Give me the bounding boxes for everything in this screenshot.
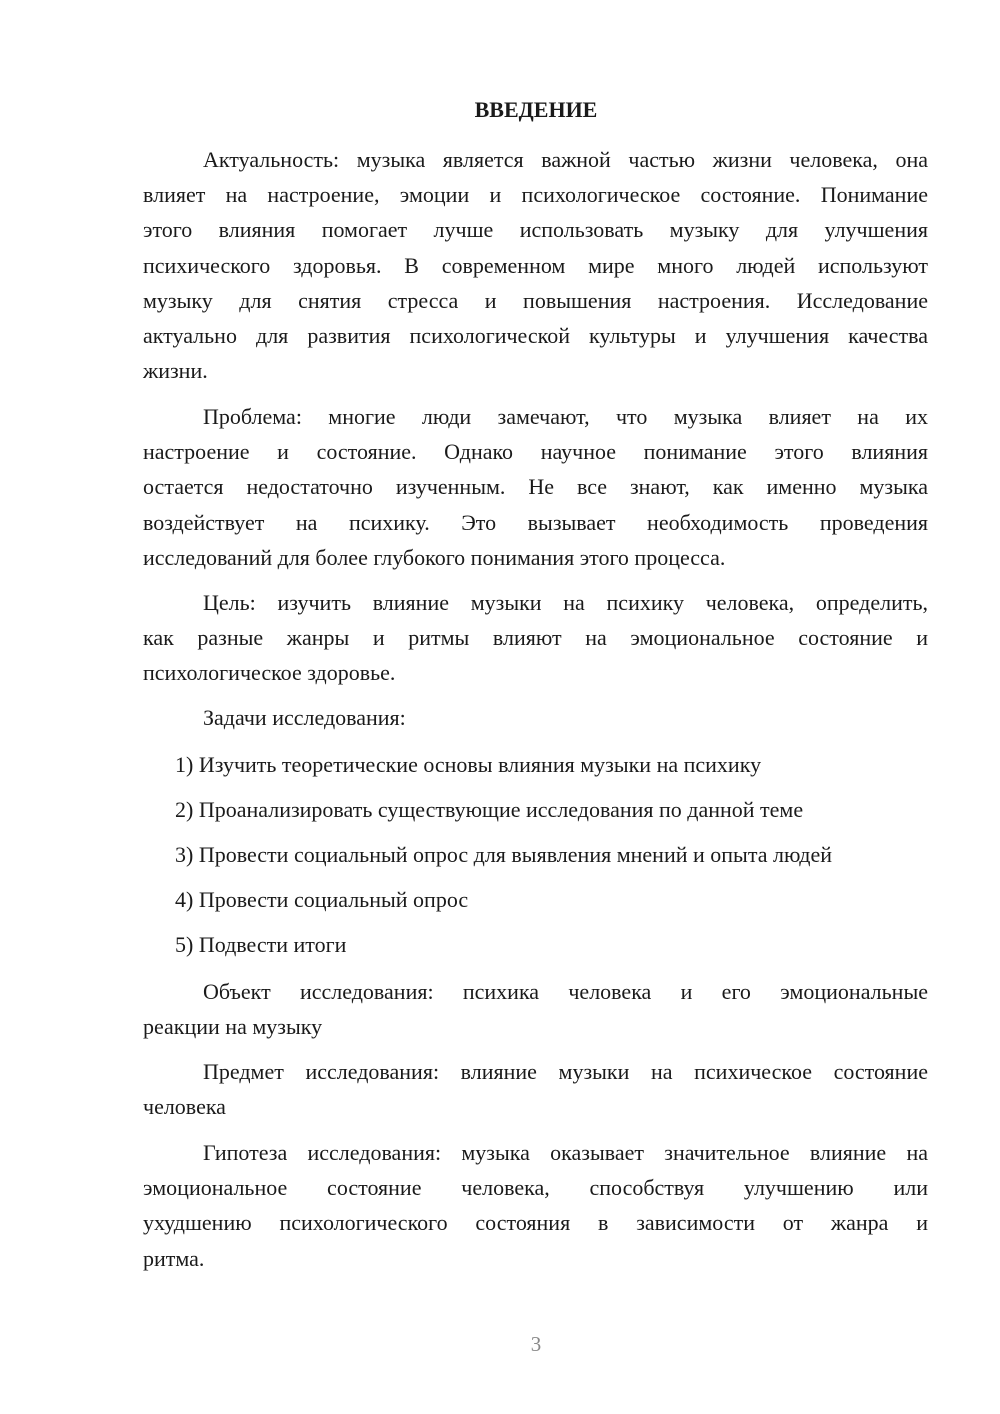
tasks-heading (143, 700, 928, 735)
paragraph-goal (143, 585, 928, 691)
paragraph-problem (143, 399, 928, 575)
text-line: психологическое здоровье. (143, 660, 396, 686)
text-line: жизни. (143, 358, 208, 384)
text-line: человека (143, 1094, 226, 1120)
text-line: Гипотеза исследования: музыка оказывает значительное влияние на (203, 1140, 928, 1165)
paragraph-subject (143, 1054, 928, 1124)
text-line: эмоциональное состояние человека, способствуя улучшению или (143, 1175, 928, 1201)
text-line: исследований для более глубокого понимания этого процесса. (143, 544, 726, 570)
text-line: ухудшению психологического состояния в зависимости от жанра и (143, 1210, 928, 1236)
task-item: 5) Подвести итоги (175, 932, 347, 957)
text-line: как разные жанры и ритмы влияют на эмоциональное состояние и (143, 625, 928, 651)
task-item: 1) Изучить теоретические основы влияния музыки на психику (175, 752, 762, 777)
text-line: психического здоровья. В современном мире много людей используют (143, 252, 928, 278)
text-line: этого влияния помогает лучше использовать музыку для улучшения (143, 217, 928, 243)
text-line: Актуальность: музыка является важной частью жизни человека, она (203, 147, 928, 172)
text-line: Предмет исследования: влияние музыки на психическое состояние (203, 1059, 928, 1084)
text-line: Объект исследования: психика человека и его эмоциональные (203, 979, 928, 1004)
text-line: реакции на музыку (143, 1014, 323, 1040)
paragraph-object (143, 974, 928, 1044)
text-line: актуально для развития психологической культуры и улучшения качества (143, 322, 928, 348)
text-line: Задачи исследования: (203, 705, 406, 730)
text-line: Цель: изучить влияние музыки на психику человека, определить, (203, 590, 928, 615)
text-line: остается недостаточно изученным. Не все знают, как именно музыка (143, 474, 928, 500)
task-item: 4) Провести социальный опрос (175, 887, 469, 912)
page-number: 3 (530, 1332, 542, 1356)
paragraph-relevance (143, 142, 928, 388)
text-line: ритма. (143, 1245, 205, 1271)
text-line: настроение и состояние. Однако научное понимание этого влияния (143, 439, 928, 465)
text-line: влияет на настроение, эмоции и психологическое состояние. Понимание (143, 182, 928, 208)
task-item: 3) Провести социальный опрос для выявления мнений и опыта людей (175, 842, 833, 867)
paragraph-hypothesis (143, 1135, 928, 1276)
section-title: ВВЕДЕНИЕ (474, 97, 598, 122)
task-item: 2) Проанализировать существующие исследования по данной теме (175, 797, 804, 822)
text-line: музыку для снятия стресса и повышения настроения. Исследование (143, 287, 928, 313)
text-line: воздействует на психику. Это вызывает необходимость проведения (143, 509, 928, 535)
text-line: Проблема: многие люди замечают, что музыка влияет на их (203, 404, 928, 429)
